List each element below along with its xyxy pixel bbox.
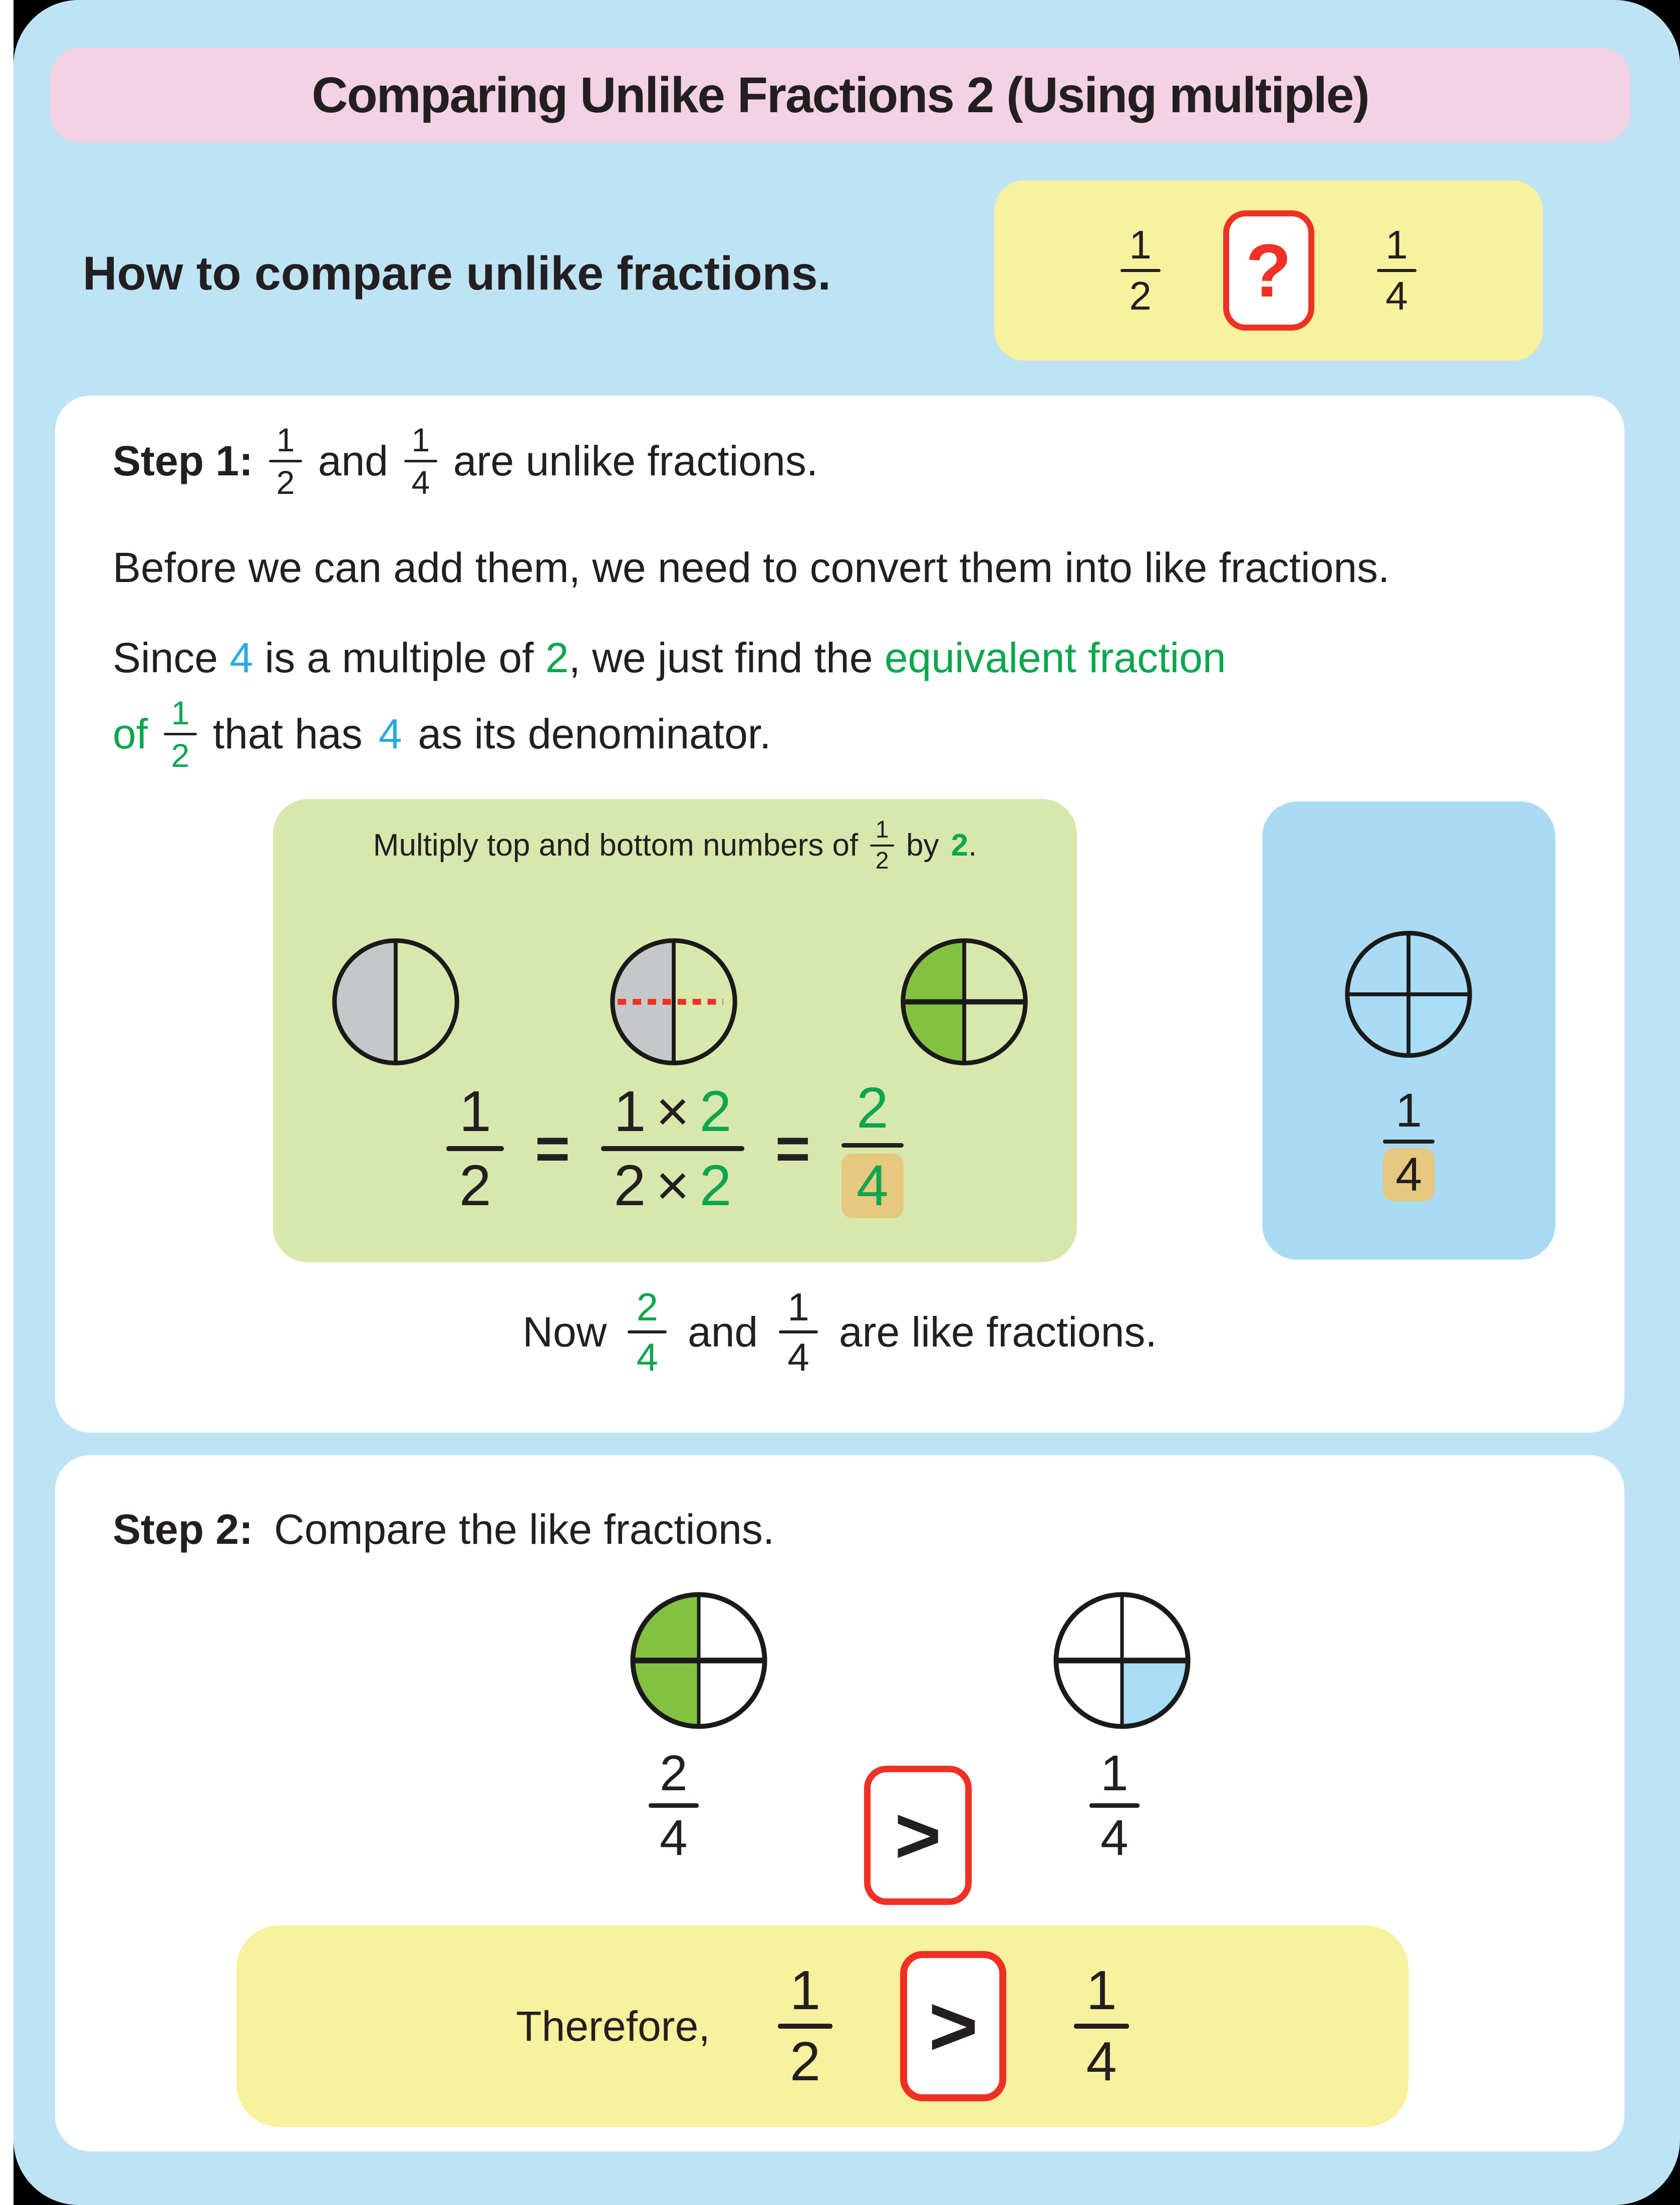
fraction-bar — [1121, 269, 1161, 272]
number-2-green: 2 — [545, 634, 569, 681]
step1-card — [55, 396, 1624, 1433]
step2-card — [55, 1455, 1624, 2151]
fraction-bar — [1377, 269, 1417, 272]
fraction-bar — [1089, 1803, 1140, 1808]
step1-line4: of 1 2 that has 4 as its denominator. — [113, 694, 771, 774]
fraction-bar — [1383, 1140, 1434, 1144]
step1-line1: Step 1: 1 2 and 1 4 are unlike fractions. — [113, 421, 818, 501]
equals-sign: = — [534, 1115, 571, 1183]
fraction-bar — [842, 1143, 904, 1148]
intro-heading: How to compare unlike fractions. — [83, 247, 831, 300]
fraction-bar — [601, 1146, 744, 1151]
fraction-bar — [164, 733, 197, 736]
circle-two-quarters-green-icon — [629, 1590, 769, 1731]
circle-half-gray-dashed-cut-icon — [609, 937, 739, 1067]
equivalent-fraction-highlight: equivalent fraction — [884, 634, 1226, 681]
fraction-bar — [1074, 2024, 1129, 2028]
step1-line2: Before we can add them, we need to convert them into like fractions. — [113, 544, 1390, 591]
fraction-one-quarter: 1 4 — [1377, 225, 1417, 317]
multiplier-2-green: 2 — [951, 828, 968, 863]
fraction-one-quarter: 1 4 — [1383, 1087, 1434, 1201]
fraction-one-half-green: 1 2 — [164, 696, 197, 772]
greater-than-icon: > — [928, 1979, 978, 2074]
step1-label: Step 1: — [113, 437, 253, 484]
multiply-icon: × — [656, 1153, 690, 1218]
page-background — [14, 0, 1680, 2205]
page-title: Comparing Unlike Fractions 2 (Using multiple) — [312, 67, 1369, 123]
page-title-banner — [50, 48, 1630, 143]
fraction-one-half: 1 2 — [446, 1083, 504, 1215]
greater-than-icon: > — [894, 1790, 942, 1880]
fraction-bar — [446, 1146, 504, 1151]
step2-heading: Compare the like fractions. — [274, 1506, 775, 1553]
fraction-bar — [628, 1330, 667, 1334]
fraction-bar — [404, 460, 437, 463]
fraction-two-quarters-green: 2 4 — [628, 1287, 667, 1376]
one-quarter-panel — [1262, 801, 1555, 1260]
fraction-multiplied: 1 × 2 2 × 2 — [601, 1083, 744, 1215]
fraction-bar — [269, 460, 302, 463]
highlighted-denominator: 4 — [842, 1154, 904, 1218]
intro-problem-box — [994, 180, 1543, 361]
fraction-bar — [778, 2024, 833, 2028]
multiply-icon: × — [656, 1079, 690, 1144]
equivalence-equation — [273, 1076, 1077, 1218]
circle-two-quarters-green-icon — [899, 937, 1029, 1067]
fraction-one-quarter: 1 4 — [1089, 1748, 1140, 1863]
step2-header — [113, 1505, 774, 1554]
like-fractions-statement: Now 2 4 and 1 4 are like fractions. — [522, 1285, 1157, 1380]
fraction-one-half: 1 2 — [778, 1963, 833, 2089]
step2-label: Step 2: — [113, 1506, 253, 1553]
number-4-blue: 4 — [378, 710, 402, 757]
equivalent-fraction-panel — [273, 799, 1077, 1262]
circle-one-quarter-blue-icon — [1343, 929, 1474, 1059]
fraction-bar — [649, 1803, 699, 1808]
conclusion-box — [236, 1925, 1409, 2127]
unknown-comparison-box — [1223, 210, 1314, 331]
fraction-bar — [779, 1330, 818, 1334]
equals-sign: = — [775, 1115, 810, 1183]
fraction-two-quarters: 2 4 — [649, 1748, 699, 1863]
page-left-margin — [0, 0, 14, 2205]
step1-line3: Since 4 is a multiple of 2, we just find the equivalent fraction — [113, 634, 1226, 681]
green-panel-caption: Multiply top and bottom numbers of 1 2 by 2 . — [373, 816, 977, 874]
number-4-blue: 4 — [229, 634, 253, 681]
fraction-one-half: 1 2 — [1121, 225, 1161, 317]
greater-than-box — [864, 1766, 972, 1905]
fraction-bar — [870, 845, 894, 847]
circle-half-gray-icon — [331, 937, 461, 1067]
fraction-one-quarter: 1 4 — [404, 423, 437, 499]
fraction-one-half: 1 2 — [269, 423, 302, 499]
fraction-two-quarters-green: 2 4 — [842, 1079, 904, 1218]
therefore-label: Therefore, — [516, 2002, 710, 2050]
fraction-one-quarter: 1 4 — [1074, 1963, 1129, 2089]
highlighted-denominator: 4 — [1383, 1148, 1434, 1201]
question-mark-icon: ? — [1245, 228, 1292, 313]
circle-one-quarter-blue-icon — [1052, 1590, 1192, 1731]
fraction-one-half-small: 1 2 — [870, 818, 894, 873]
fraction-one-quarter: 1 4 — [779, 1287, 818, 1376]
greater-than-box — [900, 1951, 1006, 2101]
